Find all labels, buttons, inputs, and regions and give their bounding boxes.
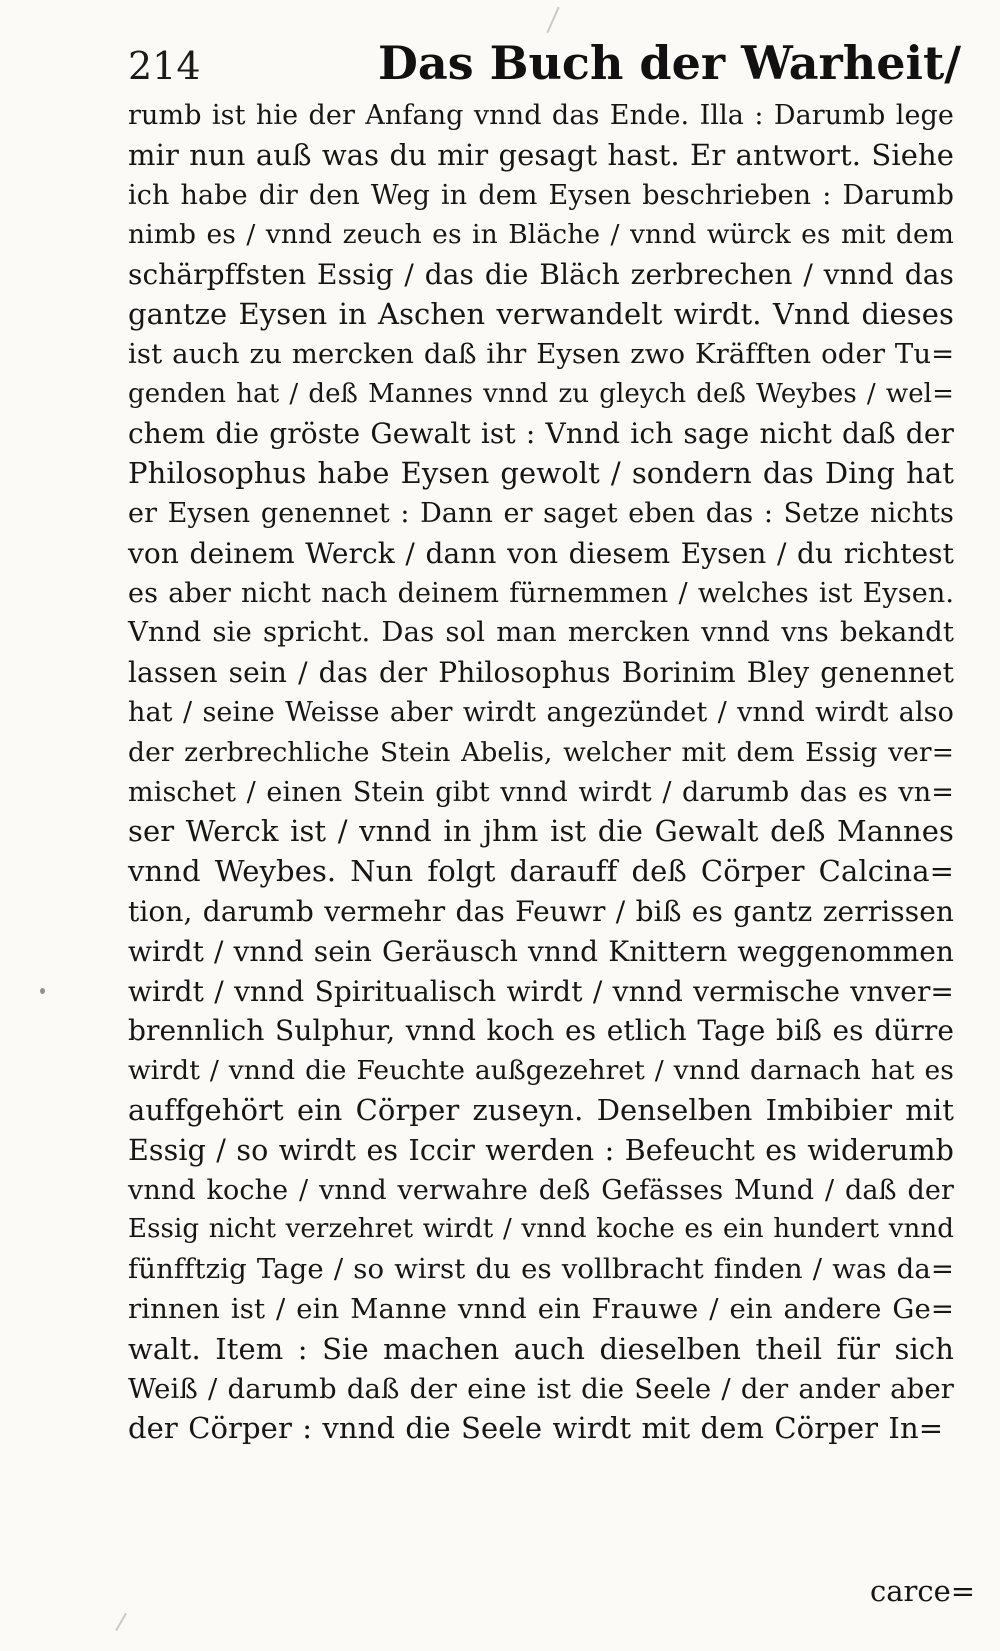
text-line: ist auch zu mercken daß ihr Eysen zwo Kräfften oder Tu= bbox=[128, 337, 955, 370]
catchword: carce= bbox=[870, 1574, 976, 1608]
scratch-mark bbox=[115, 1613, 127, 1631]
text-line: hat / seine Weisse aber wirdt angezündet / vnnd wirdt also bbox=[128, 696, 954, 728]
text-line: ich habe dir den Weg in dem Eysen beschrieben : Darumb bbox=[128, 179, 954, 211]
text-line: mir nun auß was du mir gesagt hast. Er antwort. Siehe bbox=[128, 137, 955, 172]
text-line: gantze Eysen in Aschen verwandelt wirdt. Vnnd dieses bbox=[128, 296, 954, 331]
text-line: rumb ist hie der Anfang vnnd das Ende. Illa : Darumb lege bbox=[128, 100, 954, 131]
text-line: mischet / einen Stein gibt vnnd wirdt / darumb das es vn= bbox=[128, 776, 954, 808]
text-line: von deinem Werck / dann von diesem Eysen / du richtest bbox=[128, 536, 954, 570]
ink-spot bbox=[40, 988, 45, 994]
text-line: Weiß / darumb daß der eine ist die Seele / der ander aber bbox=[128, 1372, 954, 1405]
text-line: Vnnd sie spricht. Das sol man mercken vnnd vns bekandt bbox=[128, 616, 954, 649]
text-line: wirdt / vnnd Spiritualisch wirdt / vnnd vermische vnver= bbox=[128, 974, 954, 1008]
text-line: tion, darumb vermehr das Feuwr / biß es gantz zerrissen bbox=[128, 894, 954, 928]
text-line: ser Werck ist / vnnd in jhm ist die Gewalt deß Mannes bbox=[128, 814, 954, 849]
text-line: er Eysen genennet : Dann er saget eben das : Setze nichts bbox=[128, 497, 954, 529]
text-line: rinnen ist / ein Manne vnnd ein Frauwe / ein andere Ge= bbox=[128, 1292, 954, 1325]
text-line: vnnd koche / vnnd verwahre deß Gefässes Mund / daß der bbox=[128, 1174, 954, 1206]
text-line: schärpffsten Essig / das die Bläch zerbrechen / vnnd das bbox=[128, 258, 954, 292]
text-line: chem die gröste Gewalt ist : Vnnd ich sage nicht daß der bbox=[128, 417, 954, 451]
text-line: Philosophus habe Eysen gewolt / sondern das Ding hat bbox=[128, 456, 954, 491]
text-line: nimb es / vnnd zeuch es in Bläche / vnnd würck es mit dem bbox=[128, 219, 954, 251]
text-line: lassen sein / das der Philosophus Borinim Bley genennet bbox=[128, 656, 954, 690]
page-number: 214 bbox=[128, 44, 201, 88]
scratch-mark bbox=[546, 7, 559, 33]
text-line: der Cörper : vnnd die Seele wirdt mit dem Cörper In= bbox=[128, 1411, 944, 1446]
text-line: wirdt / vnnd sein Geräusch vnnd Knittern weggenommen bbox=[128, 934, 955, 968]
text-line: brennlich Sulphur, vnnd koch es etlich Tage biß es dürre bbox=[128, 1014, 954, 1048]
text-line: walt. Item : Sie machen auch dieselben theil für sich bbox=[128, 1331, 954, 1366]
text-line: genden hat / deß Mannes vnnd zu gleych deß Weybes / wel= bbox=[128, 378, 954, 409]
text-line: auffgehört ein Cörper zuseyn. Denselben Imbibier mit bbox=[128, 1092, 954, 1127]
body-text bbox=[128, 96, 954, 1449]
text-line: fünfftzig Tage / so wirst du es vollbracht finden / was da= bbox=[128, 1253, 954, 1286]
page-header bbox=[128, 36, 962, 98]
text-line: wirdt / vnnd die Feuchte außgezehret / vnnd darnach hat es bbox=[128, 1055, 954, 1087]
text-line: Essig nicht verzehret wirdt / vnnd koche es ein hundert vnnd bbox=[128, 1214, 954, 1245]
running-title: Das Buch der Warheit/ bbox=[378, 36, 962, 90]
text-line: vnnd Weybes. Nun folgt darauff deß Cörper Calcina= bbox=[128, 854, 954, 889]
text-line: es aber nicht nach deinem fürnemmen / welches ist Eysen. bbox=[128, 577, 954, 609]
text-line: Essig / so wirdt es Iccir werden : Befeucht es widerumb bbox=[128, 1133, 954, 1167]
text-line: der zerbrechliche Stein Abelis, welcher mit dem Essig ver= bbox=[128, 736, 954, 768]
